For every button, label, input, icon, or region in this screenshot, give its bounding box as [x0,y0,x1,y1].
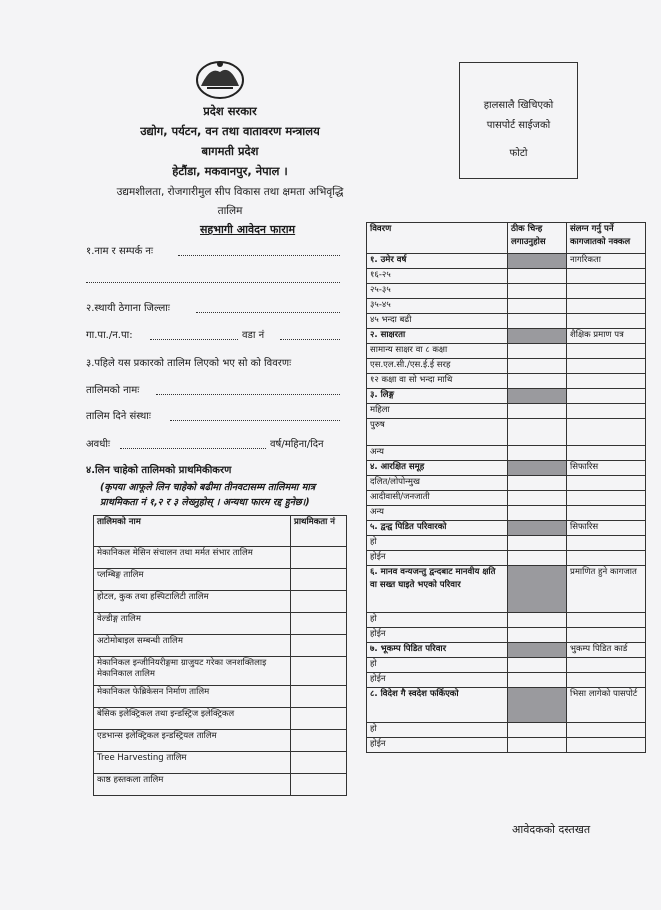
q2b-label: गा.पा./न.पा: [86,330,133,341]
applicant-signature-label: आवेदकको दस्तखत [512,823,591,836]
tick-cell[interactable] [508,359,567,374]
doc-cell [567,738,646,753]
priority-cell[interactable] [291,613,347,635]
priority-cell[interactable] [291,686,347,708]
doc-cell [567,628,646,643]
doc-cell [567,374,646,389]
literacy-option: एस.एल.सी./एस.ई.ई सरह [367,359,508,374]
col-details: विवरण [367,223,508,254]
priority-cell[interactable] [291,635,347,657]
priority-cell[interactable] [291,547,347,569]
reserved-option: दलित/लोपोन्मुख [367,476,508,491]
shaded-cell [508,389,567,404]
org-line-4: हेटौंडा, मकवानपुर, नेपाल । [172,164,288,178]
org-line-1: प्रदेश सरकार [203,104,257,118]
earthquake-no: होईन [367,673,508,688]
abroad-heading: ८. विदेश गै स्वदेश फर्किएको [367,688,508,723]
doc-cell [567,658,646,673]
col-training-name: तालिमको नाम [94,516,291,547]
priority-cell[interactable] [291,730,347,752]
shaded-cell [508,566,567,613]
shaded-cell [508,521,567,536]
training-name: मेकानिकल मेसिन संचालन तथा मर्मत संभार तालिम [94,547,291,569]
earthquake-yes: हो [367,658,508,673]
doc-cell [567,299,646,314]
org-line-5: उद्यमशीलता, रोजगारीमुल सीप विकास तथा क्षमता अभिवृद्धि [116,186,344,198]
gender-option: अन्य [367,446,508,461]
tick-cell[interactable] [508,284,567,299]
abroad-no: होईन [367,738,508,753]
abroad-yes: हो [367,723,508,738]
ward-field[interactable] [280,339,340,340]
doc-cell [567,404,646,419]
earthquake-heading: ७. भूकम्प पिडित परिवार [367,643,508,658]
shaded-cell [508,643,567,658]
training-name: काष्ठ हस्तकला तालिम [94,774,291,796]
table-row [94,547,347,569]
q3c-label: अवधीः [86,439,110,450]
tick-cell[interactable] [508,344,567,359]
tick-cell[interactable] [508,314,567,329]
shaded-cell [508,254,567,269]
wildlife-no: होईन [367,628,508,643]
reserved-document: सिफारिस [567,461,646,476]
q3a-label: तालिमको नामः [86,385,140,396]
gender-option: पुरुष [367,419,508,446]
q3b-label: तालिम दिने संस्थाः [86,411,151,422]
tick-cell[interactable] [508,269,567,284]
doc-cell [567,723,646,738]
table-row [94,613,347,635]
doc-cell [567,613,646,628]
municipality-field[interactable] [150,339,238,340]
doc-cell [567,284,646,299]
training-name: एडभान्स इलेक्ट्रिकल इन्डस्ट्रियल तालिम [94,730,291,752]
q4-note-1: (कृपया आफूले लिन चाहेको बढीमा तीनवटासम्म तालिममा मात्र [100,482,316,493]
col-tick: ठीक चिन्ह लगाउनुहोस [508,223,567,254]
age-option: १६-२५ [367,269,508,284]
reserved-option: अन्य [367,506,508,521]
tick-cell[interactable] [508,491,567,506]
doc-cell [567,476,646,491]
table-row [94,752,347,774]
training-name: मेकानिकल इन्जीनियरीङ्गमा ग्राजुयट गरेका जनशक्तिलाइ मेकानिकाल तालिम [94,657,291,686]
doc-cell [567,269,646,284]
tick-cell[interactable] [508,738,567,753]
district-field[interactable] [196,312,340,313]
tick-cell[interactable] [508,723,567,738]
col-documents: संलग्न गर्नु पर्ने कागजातको नक्कल [567,223,646,254]
tick-cell[interactable] [508,419,567,446]
conflict-document: सिफारिस [567,521,646,536]
table-row [94,730,347,752]
q2-label: २.स्थायी ठेगाना जिल्लाः [86,303,170,314]
doc-cell [567,506,646,521]
wildlife-heading: ६. मानव वन्यजन्तु द्वन्दबाट मानवीय क्षति वा सख्त घाइते भएको परिवार [367,566,508,613]
col-priority: प्राथमिकता नं [291,516,347,547]
gender-heading: ३. लिङ्ग [367,389,508,404]
training-name: होटल, कुक तथा हस्पिटालिटी तालिम [94,591,291,613]
org-line-2: उद्योग, पर्यटन, वन तथा वातावरण मन्त्रालय [140,124,320,138]
gender-option: महिला [367,404,508,419]
age-option: २५-३५ [367,284,508,299]
q4-label: ४.लिन चाहेको तालिमको प्राथमिकीकरण [86,465,232,476]
doc-cell [567,491,646,506]
table-row [94,657,347,686]
training-provider-field[interactable] [170,420,340,421]
org-line-3: बागमती प्रदेश [201,144,259,158]
wildlife-yes: हो [367,613,508,628]
reserved-option: आदीवासी/जनजाती [367,491,508,506]
training-name: वेल्डीङ्ग तालिम [94,613,291,635]
tick-cell[interactable] [508,628,567,643]
tick-cell[interactable] [508,299,567,314]
table-row [94,686,347,708]
tick-cell[interactable] [508,446,567,461]
photo-text-1: हालसालै खिचिएको [483,100,554,111]
doc-cell [567,673,646,688]
photo-box [459,62,578,179]
duration-unit: वर्ष/महिना/दिन [270,439,324,450]
table-row [94,591,347,613]
tick-cell[interactable] [508,476,567,491]
priority-cell[interactable] [291,657,347,686]
shaded-cell [508,461,567,476]
q3-label: ३.पहिले यस प्रकारको तालिम लिएको भए सो को विवरणः [86,358,292,369]
shaded-cell [508,329,567,344]
table-row [94,635,347,657]
doc-cell [567,446,646,461]
age-option: ४५ भन्दा बढी [367,314,508,329]
q4-note-2: प्राथमिकता नं १,२ र ३ लेख्नुहोस् । अन्यथा फारम रद्द हुनेछ।) [100,497,310,508]
literacy-document: शैक्षिक प्रमाण पत्र [567,329,646,344]
age-document: नागरिकता [567,254,646,269]
tick-cell[interactable] [508,551,567,566]
duration-field[interactable] [120,448,266,449]
age-option: ३५-४५ [367,299,508,314]
form-title: सहभागी आवेदन फाराम [200,223,296,236]
details-table [366,222,646,753]
training-name: अटोमोबाइल सम्बन्धी तालिम [94,635,291,657]
table-row [94,708,347,730]
table-row [94,569,347,591]
conflict-heading: ५. द्वन्द्व पिडित परिवारको [367,521,508,536]
doc-cell [567,314,646,329]
conflict-yes: हो [367,536,508,551]
doc-cell [567,344,646,359]
doc-cell [567,359,646,374]
training-name: प्लम्बिङ्ग तालिम [94,569,291,591]
doc-cell [567,536,646,551]
training-name: बेसिक इलेक्ट्रिकल तथा इन्डस्ट्रिज इलेक्ट्रिकल [94,708,291,730]
tick-cell[interactable] [508,404,567,419]
literacy-heading: २. साक्षरता [367,329,508,344]
nepal-emblem-icon [195,58,245,100]
training-name: मेकानिकल फेब्रिकेसन निर्माण तालिम [94,686,291,708]
prev-training-name-field[interactable] [156,394,340,395]
doc-cell [567,551,646,566]
q1-label: १.नाम र सम्पर्क नः [86,246,154,257]
abroad-document: भिसा लागेको पासपोर्ट [567,688,646,723]
shaded-cell [508,688,567,723]
tick-cell[interactable] [508,658,567,673]
age-heading: १. उमेर वर्ष [367,254,508,269]
earthquake-document: भुकम्प पिडित कार्ड [567,643,646,658]
doc-cell [567,389,646,404]
training-priority-table [93,515,347,796]
literacy-option: सामान्य साक्षर वा ८ कक्षा [367,344,508,359]
priority-cell[interactable] [291,591,347,613]
org-line-6: तालिम [217,205,243,217]
ward-label: वडा नं [242,330,265,341]
tick-cell[interactable] [508,506,567,521]
tick-cell[interactable] [508,673,567,688]
photo-text-3: फोटो [509,148,528,159]
reserved-heading: ४. आरक्षित समूह [367,461,508,476]
conflict-no: होईन [367,551,508,566]
literacy-option: १२ कक्षा वा सो भन्दा माथि [367,374,508,389]
tick-cell[interactable] [508,536,567,551]
table-row [94,774,347,796]
tick-cell[interactable] [508,613,567,628]
name-field[interactable] [178,255,340,256]
tick-cell[interactable] [508,374,567,389]
contact-field[interactable] [86,282,340,283]
priority-cell[interactable] [291,774,347,796]
priority-cell[interactable] [291,708,347,730]
training-name: Tree Harvesting तालिम [94,752,291,774]
priority-cell[interactable] [291,569,347,591]
priority-cell[interactable] [291,752,347,774]
photo-text-2: पासपोर्ट साईजको [486,120,551,131]
doc-cell [567,419,646,446]
wildlife-document: प्रमाणित हुने कागजात [567,566,646,613]
